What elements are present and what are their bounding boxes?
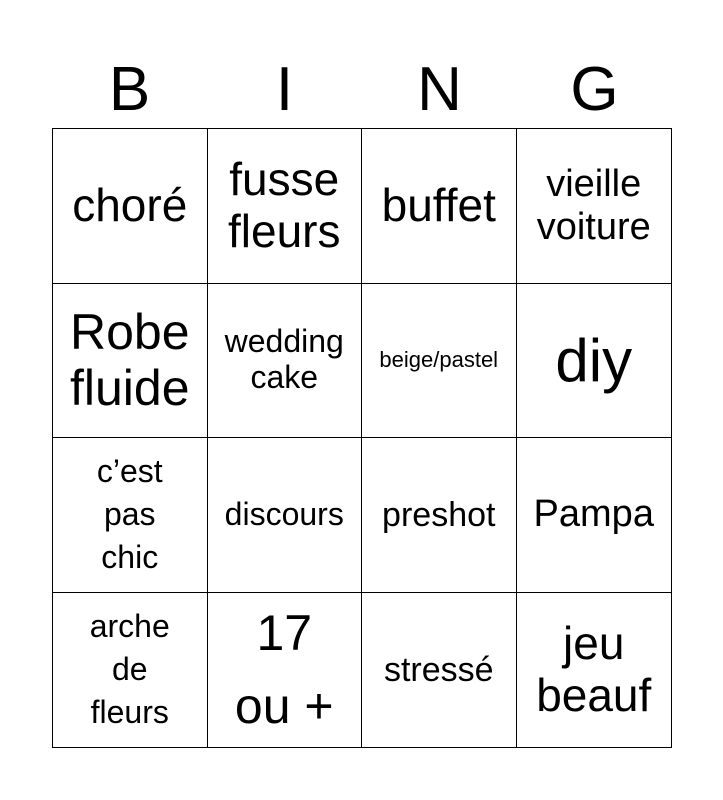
bingo-cell[interactable] [208,284,363,439]
bingo-cell[interactable] [362,284,517,439]
cell-text: beige/pastel [379,346,499,372]
bingo-cell[interactable] [53,129,208,284]
bingo-cell[interactable] [208,438,363,593]
cell-text: wedding cake [224,323,344,396]
cell-text: diy [555,326,633,394]
cell-text: arche de fleurs [89,607,170,731]
cell-text: preshot [382,495,496,534]
bingo-header [52,52,672,128]
cell-text: discours [224,495,344,532]
cell-text: fusse fleurs [228,153,341,257]
cell-text: stressé [383,650,494,689]
cell-text: buffet [381,178,496,231]
bingo-cell[interactable] [208,129,363,284]
bingo-cell[interactable] [517,438,672,593]
header-letter-i: I [275,55,294,124]
cell-text: jeu beauf [536,617,652,721]
header-letter-g: G [570,55,619,124]
bingo-card [52,128,672,748]
bingo-cell[interactable] [362,438,517,593]
cell-text: 17 ou + [234,605,334,734]
bingo-cell[interactable] [53,284,208,439]
bingo-cell[interactable] [208,593,363,748]
bingo-cell[interactable] [362,593,517,748]
header-letter-n: N [417,55,462,124]
cell-text: vieille voiture [536,163,651,248]
header-letter-b: B [108,55,151,124]
cell-text: c’est pas chic [96,452,163,576]
bingo-cell[interactable] [517,129,672,284]
bingo-cell[interactable] [53,438,208,593]
cell-text: Robe fluide [69,304,190,417]
cell-text: Pampa [533,493,654,536]
bingo-cell[interactable] [362,129,517,284]
bingo-cell[interactable] [517,593,672,748]
bingo-cell[interactable] [53,593,208,748]
cell-text: choré [72,178,188,231]
bingo-cell[interactable] [517,284,672,439]
